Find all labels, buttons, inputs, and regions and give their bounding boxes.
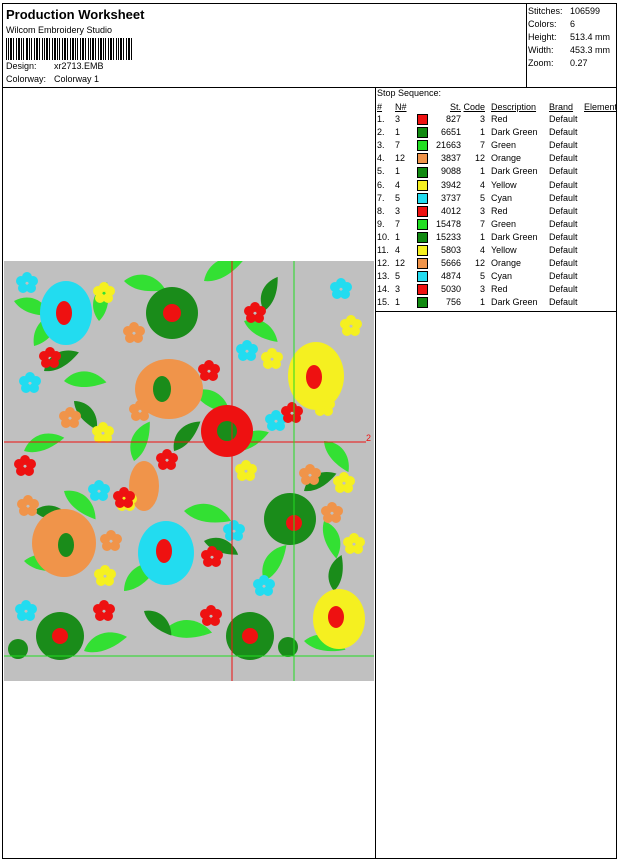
stitch-count: 15233 [435, 231, 461, 242]
element-cell [584, 270, 617, 283]
row-number: 5. [377, 166, 385, 177]
row-number: 6. [377, 179, 385, 190]
element-cell [584, 257, 617, 270]
stop-sequence-body [377, 113, 617, 309]
color-swatch [411, 270, 431, 283]
color-code: 1 [479, 127, 485, 138]
color-code: 4 [479, 244, 485, 255]
needle-number: 1 [395, 166, 401, 177]
color-code: 3 [479, 284, 485, 295]
row-number: 11. [377, 244, 389, 255]
color-code: 3 [479, 114, 485, 125]
design-label: Design: [6, 61, 37, 71]
needle-number: 7 [395, 218, 401, 229]
page-title: Production Worksheet [6, 7, 145, 22]
stat-value: 0.27 [570, 58, 588, 68]
color-swatch-box [417, 271, 428, 282]
stat-label: Zoom: [528, 58, 554, 68]
header-needle: N# [395, 102, 407, 112]
element-cell [584, 178, 617, 191]
stitch-count: 756 [445, 297, 461, 308]
stitch-count: 827 [445, 114, 461, 125]
stitch-count: 9088 [440, 166, 461, 177]
element-cell [584, 126, 617, 139]
element-cell [584, 283, 617, 296]
element-cell [584, 113, 617, 126]
red-flower [201, 405, 253, 457]
color-description: Orange [491, 153, 522, 164]
header-brand: Brand [549, 102, 574, 112]
row-number: 4. [377, 153, 385, 164]
color-swatch-box [417, 232, 428, 243]
element-cell [584, 139, 617, 152]
thread-brand: Default [549, 205, 578, 216]
element-cell [584, 231, 617, 244]
color-swatch [411, 296, 431, 309]
color-swatch [411, 231, 431, 244]
guide-marker-label: 2 [366, 433, 372, 443]
row-number: 9. [377, 218, 385, 229]
table-row [377, 113, 617, 126]
thread-brand: Default [549, 231, 578, 242]
colorway-row [6, 74, 99, 84]
row-number: 1. [377, 114, 385, 125]
color-swatch-box [417, 167, 428, 178]
color-swatch-box [417, 284, 428, 295]
row-number: 3. [377, 140, 385, 151]
row-number: 15. [377, 297, 390, 308]
header-divider-horizontal [2, 87, 617, 88]
color-swatch [411, 139, 431, 152]
stitch-count: 6651 [440, 127, 461, 138]
stitch-count: 3837 [440, 153, 461, 164]
stat-row [528, 57, 616, 70]
color-code: 7 [479, 218, 485, 229]
thread-brand: Default [549, 179, 578, 190]
needle-number: 12 [395, 258, 406, 269]
row-number: 7. [377, 192, 385, 203]
color-swatch-box [417, 193, 428, 204]
element-cell [584, 244, 617, 257]
table-row [377, 152, 617, 165]
color-swatch-box [417, 180, 428, 191]
color-swatch [411, 205, 431, 218]
color-code: 3 [479, 205, 485, 216]
stitch-count: 4012 [440, 205, 461, 216]
needle-number: 7 [395, 140, 401, 151]
stat-value: 453.3 mm [570, 45, 611, 55]
header-code: Code [463, 102, 485, 112]
stop-sequence-table [377, 101, 617, 309]
thread-brand: Default [549, 218, 578, 229]
stitch-count: 5666 [440, 258, 461, 269]
element-cell [584, 218, 617, 231]
color-description: Yellow [491, 244, 517, 255]
table-row [377, 244, 617, 257]
thread-brand: Default [549, 244, 578, 255]
table-row [377, 139, 617, 152]
element-cell [584, 152, 617, 165]
stitch-count: 5803 [440, 244, 461, 255]
thread-brand: Default [549, 258, 578, 269]
header-divider-vertical [526, 3, 527, 88]
element-cell [584, 192, 617, 205]
table-row [377, 283, 617, 296]
design-preview [4, 261, 374, 681]
table-row [377, 296, 617, 309]
row-number: 2. [377, 127, 385, 138]
color-swatch [411, 113, 431, 126]
color-swatch [411, 283, 431, 296]
element-cell [584, 165, 617, 178]
thread-brand: Default [549, 297, 578, 308]
color-swatch-box [417, 206, 428, 217]
needle-number: 1 [395, 127, 401, 138]
design-value: xr2713.EMB [54, 61, 104, 71]
table-row [377, 270, 617, 283]
color-swatch [411, 152, 431, 165]
stat-label: Stitches: [528, 6, 563, 16]
table-row [377, 192, 617, 205]
color-swatch [411, 218, 431, 231]
color-swatch [411, 192, 431, 205]
color-code: 12 [474, 258, 485, 269]
stat-value: 106599 [570, 6, 601, 16]
color-swatch-box [417, 127, 428, 138]
table-row [377, 218, 617, 231]
color-swatch-box [417, 153, 428, 164]
color-description: Orange [491, 258, 522, 269]
color-description: Red [491, 284, 508, 295]
table-row [377, 231, 617, 244]
needle-number: 12 [395, 153, 406, 164]
table-header-row [377, 101, 617, 113]
color-swatch [411, 126, 431, 139]
color-code: 4 [479, 179, 485, 190]
color-code: 5 [479, 192, 485, 203]
thread-brand: Default [549, 127, 578, 138]
stop-sequence-title: Stop Sequence: [377, 88, 442, 98]
barcode [6, 38, 133, 60]
color-code: 1 [479, 231, 485, 242]
stitch-count: 3942 [440, 179, 461, 190]
needle-number: 1 [395, 231, 401, 242]
thread-brand: Default [549, 114, 578, 125]
stat-row [528, 5, 616, 18]
color-code: 7 [479, 140, 485, 151]
company-name: Wilcom Embroidery Studio [6, 25, 113, 35]
stat-value: 513.4 mm [570, 32, 611, 42]
embroidery-design [4, 261, 374, 681]
row-number: 8. [377, 205, 385, 216]
stat-label: Height: [528, 32, 557, 42]
color-description: Cyan [491, 192, 513, 203]
stat-value: 6 [570, 19, 576, 29]
color-description: Red [491, 114, 508, 125]
color-swatch-box [417, 140, 428, 151]
color-code: 1 [479, 297, 485, 308]
color-swatch [411, 178, 431, 191]
table-row [377, 126, 617, 139]
thread-brand: Default [549, 166, 578, 177]
stat-row [528, 31, 616, 44]
color-code: 12 [474, 153, 485, 164]
color-description: Dark Green [491, 166, 538, 177]
colorway-value: Colorway 1 [54, 74, 100, 84]
content-divider-vertical [375, 87, 376, 859]
stitch-count: 4874 [440, 271, 461, 282]
color-description: Green [491, 218, 517, 229]
thread-brand: Default [549, 271, 578, 282]
colorway-label: Colorway: [6, 74, 47, 84]
sequence-divider [375, 311, 617, 312]
row-number: 12. [377, 258, 390, 269]
color-description: Dark Green [491, 231, 538, 242]
element-cell [584, 205, 617, 218]
stat-row [528, 18, 616, 31]
needle-number: 1 [395, 297, 401, 308]
stat-label: Width: [528, 45, 554, 55]
needle-number: 3 [395, 284, 401, 295]
header-num: # [377, 102, 383, 112]
header-stitches: St. [449, 102, 461, 112]
needle-number: 3 [395, 114, 401, 125]
stat-label: Colors: [528, 19, 557, 29]
thread-brand: Default [549, 140, 578, 151]
thread-brand: Default [549, 284, 578, 295]
stitch-count: 3737 [440, 192, 461, 203]
color-swatch-box [417, 245, 428, 256]
needle-number: 5 [395, 192, 401, 203]
stitch-count: 15478 [435, 218, 461, 229]
color-swatch-box [417, 258, 428, 269]
row-number: 13. [377, 271, 390, 282]
needle-number: 4 [395, 244, 401, 255]
header-element: Element [584, 102, 618, 112]
color-code: 1 [479, 166, 485, 177]
header-swatch [411, 101, 431, 113]
color-description: Green [491, 140, 517, 151]
row-number: 14. [377, 284, 390, 295]
table-row [377, 205, 617, 218]
color-description: Red [491, 205, 508, 216]
element-cell [584, 296, 617, 309]
color-code: 5 [479, 271, 485, 282]
color-description: Yellow [491, 179, 517, 190]
stats-panel [528, 5, 616, 70]
color-swatch [411, 165, 431, 178]
dark-green-flowers [8, 287, 316, 660]
design-row [6, 61, 104, 71]
thread-brand: Default [549, 192, 578, 203]
worksheet-header [3, 4, 527, 88]
color-description: Cyan [491, 271, 513, 282]
stitch-count: 5030 [440, 284, 461, 295]
color-swatch [411, 257, 431, 270]
table-row [377, 257, 617, 270]
header-description: Description [491, 102, 537, 112]
color-description: Dark Green [491, 297, 538, 308]
thread-brand: Default [549, 153, 578, 164]
stat-row [528, 44, 616, 57]
color-swatch-box [417, 297, 428, 308]
color-swatch-box [417, 219, 428, 230]
needle-number: 3 [395, 205, 401, 216]
row-number: 10. [377, 231, 390, 242]
needle-number: 5 [395, 271, 401, 282]
color-description: Dark Green [491, 127, 538, 138]
table-row [377, 178, 617, 191]
color-swatch [411, 244, 431, 257]
stitch-count: 21663 [435, 140, 461, 151]
needle-number: 4 [395, 179, 401, 190]
table-row [377, 165, 617, 178]
color-swatch-box [417, 114, 428, 125]
